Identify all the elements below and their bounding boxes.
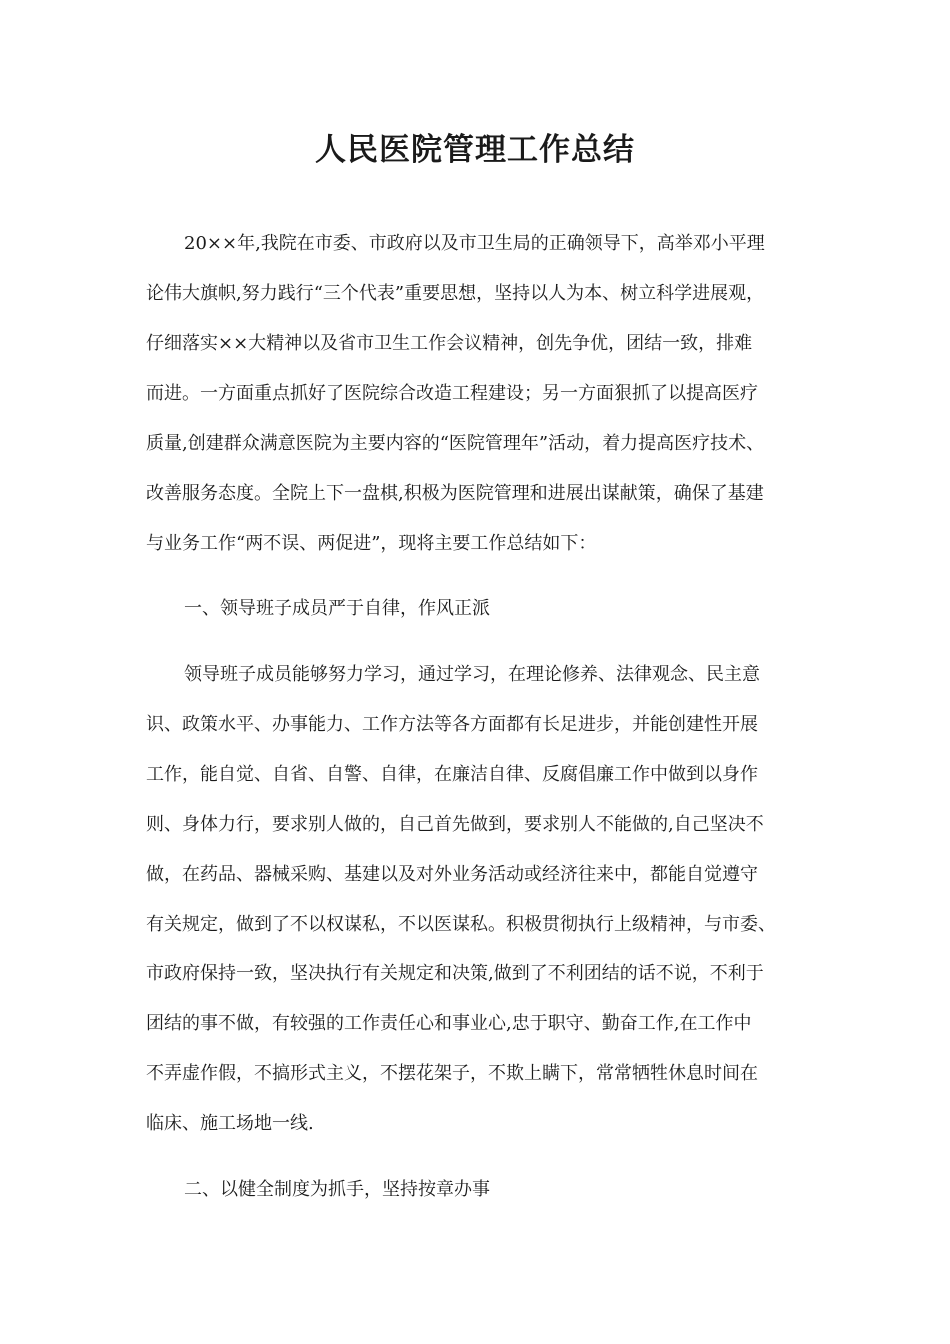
paragraph-2-line-10: 临床、施工场地一线. [146,1113,314,1134]
section-heading-2: 二、以健全制度为抓手，坚持按章办事 [184,1179,490,1200]
section-heading-1: 一、领导班子成员严于自律，作风正派 [184,598,490,619]
document-title: 人民医院管理工作总结 [315,132,635,168]
paragraph-2-line-3: 工作，能自觉、自省、自警、自律，在廉洁自律、反腐倡廉工作中做到以身作 [146,764,758,785]
paragraph-1-line-5: 质量,创建群众满意医院为主要内容的“医院管理年”活动，着力提高医疗技术、 [146,433,765,454]
paragraph-2-line-2: 识、政策水平、办事能力、工作方法等各方面都有长足进步，并能创建性开展 [146,714,758,735]
paragraph-2-line-5: 做，在药品、器械采购、基建以及对外业务活动或经济往来中，都能自觉遵守 [146,864,758,885]
paragraph-2-line-8: 团结的事不做，有较强的工作责任心和事业心,忠于职守、勤奋工作,在工作中 [146,1013,752,1034]
paragraph-1-line-7: 与业务工作“两不误、两促进”，现将主要工作总结如下： [146,533,597,554]
paragraph-1-line-3: 仔细落实××大精神以及省市卫生工作会议精神，创先争优，团结一致，排难 [146,333,753,354]
paragraph-2-line-7: 市政府保持一致，坚决执行有关规定和决策,做到了不利团结的话不说，不利于 [146,963,764,984]
paragraph-2-line-6: 有关规定，做到了不以权谋私，不以医谋私。积极贯彻执行上级精神，与市委、 [146,914,776,935]
paragraph-2-line-4: 则、身体力行，要求别人做的，自己首先做到，要求别人不能做的,自己坚决不 [146,814,764,835]
paragraph-1-line-1: 20××年,我院在市委、市政府以及市卫生局的正确领导下，高举邓小平理 [184,233,765,254]
paragraph-2-line-1: 领导班子成员能够努力学习，通过学习，在理论修养、法律观念、民主意 [184,664,760,685]
paragraph-1-line-2: 论伟大旗帜,努力践行“三个代表”重要思想，坚持以人为本、树立科学进展观， [146,283,765,304]
paragraph-1-line-6: 改善服务态度。全院上下一盘棋,积极为医院管理和进展出谋献策，确保了基建 [146,483,764,504]
paragraph-2-line-9: 不弄虚作假，不搞形式主义，不摆花架子，不欺上瞒下，常常牺牲休息时间在 [146,1063,758,1084]
paragraph-1-line-4: 而进。一方面重点抓好了医院综合改造工程建设；另一方面狠抓了以提高医疗 [146,383,758,404]
